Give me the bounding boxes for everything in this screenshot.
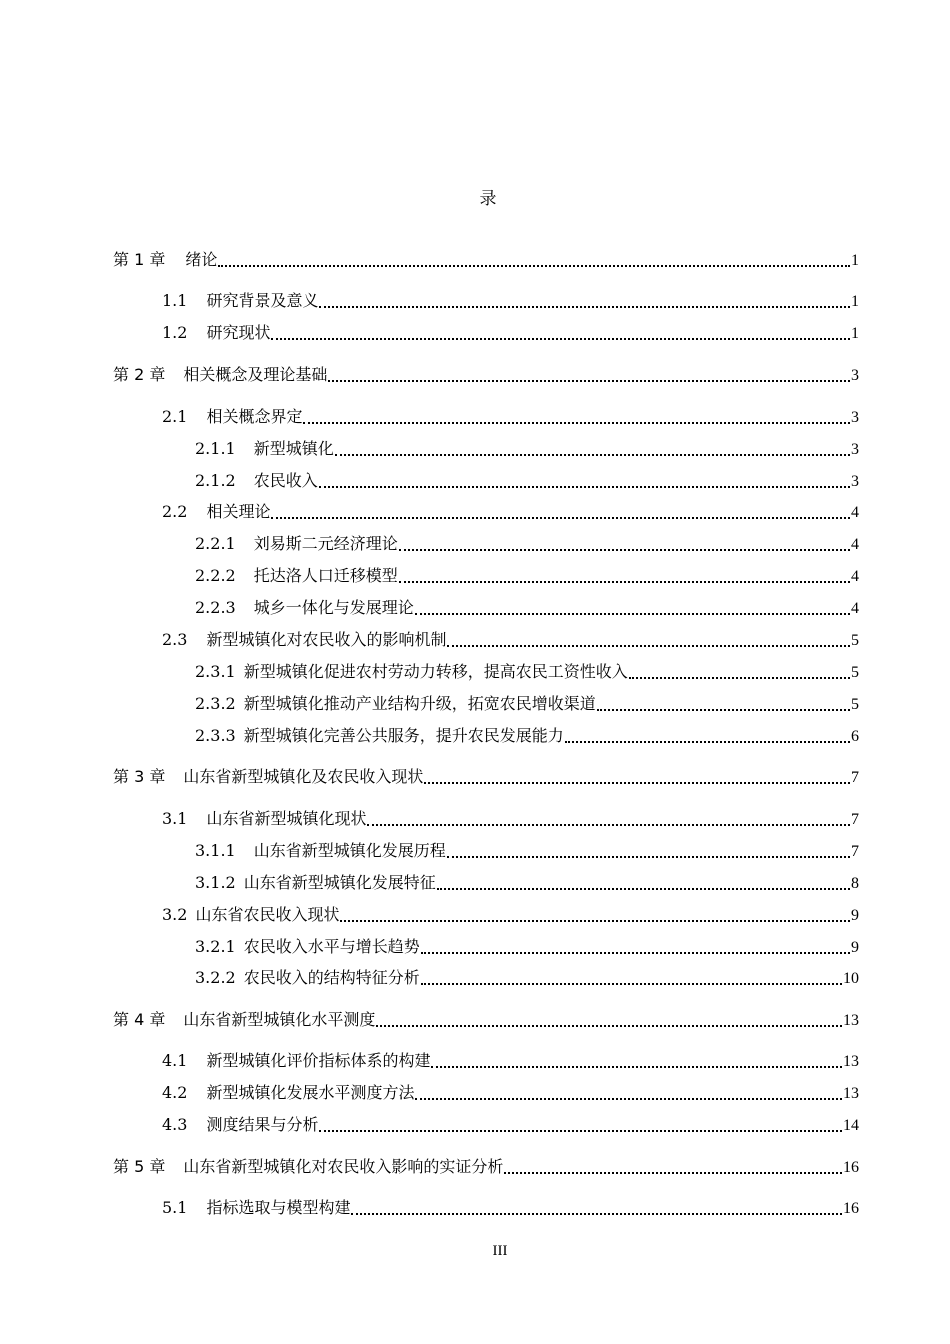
entry-title: 农民收入水平与增长趋势	[243, 937, 420, 956]
entry-page: 13	[843, 1053, 859, 1070]
toc-entry-3-2-1[interactable]	[195, 936, 859, 959]
entry-number: 2.3	[162, 630, 188, 649]
toc-entry-2-1-1[interactable]	[195, 438, 859, 461]
entry-page: 4	[851, 568, 859, 585]
entry-number: 2.3.1	[195, 662, 236, 681]
toc-title: 录	[479, 189, 497, 209]
toc-entry-1-2[interactable]	[162, 322, 859, 345]
entry-number: 1.2	[162, 323, 188, 342]
entry-page: 1	[851, 293, 859, 310]
entry-title: 新型城镇化对农民收入的影响机制	[206, 630, 447, 649]
entry-number: 第 5 章	[113, 1157, 166, 1176]
entry-page: 3	[851, 473, 859, 490]
dot-leader	[319, 306, 850, 308]
entry-number: 2.2.2	[195, 566, 236, 585]
entry-number: 3.1.1	[195, 841, 236, 860]
toc-entry-3-2[interactable]	[162, 904, 859, 927]
dot-leader	[431, 1066, 842, 1068]
entry-page: 7	[851, 811, 859, 828]
entry-title: 测度结果与分析	[206, 1115, 319, 1134]
dot-leader	[399, 549, 850, 551]
entry-title: 山东省新型城镇化对农民收入影响的实证分析	[183, 1157, 504, 1176]
entry-title: 刘易斯二元经济理论	[253, 534, 398, 553]
entry-title: 山东省农民收入现状	[195, 905, 340, 924]
dot-leader	[319, 486, 850, 488]
entry-number: 第 4 章	[113, 1010, 166, 1029]
entry-title: 山东省新型城镇化现状	[206, 809, 367, 828]
entry-page: 3	[851, 441, 859, 458]
dot-leader	[399, 581, 850, 583]
dot-leader	[447, 645, 850, 647]
entry-number: 第 3 章	[113, 767, 166, 786]
toc-entry-2-2-3[interactable]	[195, 597, 859, 620]
entry-number: 3.2	[162, 905, 188, 924]
entry-page: 14	[843, 1117, 859, 1134]
entry-page: 10	[843, 970, 859, 987]
toc-entry-2-3-3[interactable]	[195, 725, 859, 748]
toc-entry-5-1[interactable]	[162, 1197, 859, 1220]
dot-leader	[367, 824, 850, 826]
toc-entry-2-2[interactable]	[162, 501, 859, 524]
entry-number: 2.1.2	[195, 471, 236, 490]
entry-title: 新型城镇化发展水平测度方法	[206, 1083, 415, 1102]
entry-title: 山东省新型城镇化发展特征	[243, 873, 436, 892]
toc-entry-2-3-2[interactable]	[195, 693, 859, 716]
toc-entry-chapter-1[interactable]	[113, 249, 859, 272]
entry-number: 2.3.3	[195, 726, 236, 745]
entry-title: 绪论	[185, 250, 218, 269]
entry-number: 5.1	[162, 1198, 188, 1217]
entry-title: 山东省新型城镇化发展历程	[253, 841, 446, 860]
entry-title: 研究现状	[206, 323, 271, 342]
entry-page: 9	[851, 939, 859, 956]
dot-leader	[424, 782, 850, 784]
entry-number: 1.1	[162, 291, 188, 310]
toc-entry-3-2-2[interactable]	[195, 967, 859, 990]
toc-entry-2-3-1[interactable]	[195, 661, 859, 684]
entry-page: 6	[851, 728, 859, 745]
entry-number: 2.2	[162, 502, 188, 521]
entry-number: 3.2.2	[195, 968, 236, 987]
entry-title: 相关概念及理论基础	[183, 365, 328, 384]
entry-page: 8	[851, 875, 859, 892]
entry-page: 1	[851, 252, 859, 269]
toc-entry-3-1[interactable]	[162, 808, 859, 831]
dot-leader	[376, 1025, 842, 1027]
entry-number: 4.2	[162, 1083, 188, 1102]
entry-page: 1	[851, 325, 859, 342]
toc-entry-chapter-3[interactable]	[113, 766, 859, 789]
entry-title: 相关理论	[206, 502, 271, 521]
toc-entry-2-2-1[interactable]	[195, 533, 859, 556]
entry-page: 5	[851, 696, 859, 713]
entry-page: 4	[851, 536, 859, 553]
entry-title: 农民收入的结构特征分析	[243, 968, 420, 987]
entry-title: 托达洛人口迁移模型	[253, 566, 398, 585]
toc-entry-4-1[interactable]	[162, 1050, 859, 1073]
entry-number: 3.1	[162, 809, 188, 828]
entry-number: 2.1	[162, 407, 188, 426]
dot-leader	[415, 1098, 842, 1100]
entry-title: 新型城镇化促进农村劳动力转移，提高农民工资性收入	[243, 662, 628, 681]
entry-number: 第 2 章	[113, 365, 166, 384]
entry-page: 7	[851, 843, 859, 860]
entry-title: 农民收入	[253, 471, 318, 490]
toc-entry-2-2-2[interactable]	[195, 565, 859, 588]
dot-leader	[504, 1172, 842, 1174]
dot-leader	[629, 677, 850, 679]
toc-entry-3-1-1[interactable]	[195, 840, 859, 863]
entry-title: 新型城镇化完善公共服务，提升农民发展能力	[243, 726, 564, 745]
entry-title: 山东省新型城镇化水平测度	[183, 1010, 376, 1029]
entry-number: 2.1.1	[195, 439, 236, 458]
toc-entry-3-1-2[interactable]	[195, 872, 859, 895]
entry-number: 第 1 章	[113, 250, 166, 269]
toc-entry-2-3[interactable]	[162, 629, 859, 652]
dot-leader	[335, 454, 850, 456]
dot-leader	[340, 920, 850, 922]
entry-page: 9	[851, 907, 859, 924]
toc-entry-2-1[interactable]	[162, 406, 859, 429]
entry-page: 3	[851, 409, 859, 426]
entry-title: 相关概念界定	[206, 407, 303, 426]
entry-page: 5	[851, 632, 859, 649]
entry-page: 7	[851, 769, 859, 786]
entry-number: 2.2.1	[195, 534, 236, 553]
toc-entry-4-3[interactable]	[162, 1114, 859, 1137]
toc-entry-chapter-4[interactable]	[113, 1009, 859, 1032]
entry-page: 13	[843, 1085, 859, 1102]
entry-page: 4	[851, 504, 859, 521]
entry-title: 新型城镇化	[253, 439, 334, 458]
toc-entry-chapter-5[interactable]	[113, 1156, 859, 1179]
dot-leader	[597, 709, 850, 711]
entry-page: 4	[851, 600, 859, 617]
dot-leader	[328, 380, 850, 382]
entry-number: 3.2.1	[195, 937, 236, 956]
toc-entry-4-2[interactable]	[162, 1082, 859, 1105]
dot-leader	[271, 517, 850, 519]
dot-leader	[218, 265, 850, 267]
dot-leader	[447, 856, 850, 858]
dot-leader	[271, 338, 850, 340]
toc-entry-1-1[interactable]	[162, 290, 859, 313]
page-number-footer: III	[492, 1243, 508, 1259]
entry-title: 山东省新型城镇化及农民收入现状	[183, 767, 424, 786]
entry-number: 2.3.2	[195, 694, 236, 713]
entry-title: 新型城镇化推动产业结构升级，拓宽农民增收渠道	[243, 694, 596, 713]
dot-leader	[421, 952, 850, 954]
entry-title: 研究背景及意义	[206, 291, 319, 310]
entry-number: 4.1	[162, 1051, 188, 1070]
entry-title: 城乡一体化与发展理论	[253, 598, 414, 617]
entry-page: 13	[843, 1012, 859, 1029]
dot-leader	[565, 741, 850, 743]
dot-leader	[437, 888, 850, 890]
toc-entry-2-1-2[interactable]	[195, 470, 859, 493]
entry-page: 16	[843, 1159, 859, 1176]
dot-leader	[421, 983, 842, 985]
dot-leader	[415, 613, 850, 615]
entry-number: 4.3	[162, 1115, 188, 1134]
dot-leader	[351, 1213, 842, 1215]
toc-entry-chapter-2[interactable]	[113, 364, 859, 387]
entry-number: 2.2.3	[195, 598, 236, 617]
entry-page: 3	[851, 367, 859, 384]
entry-page: 16	[843, 1200, 859, 1217]
dot-leader	[303, 422, 850, 424]
entry-title: 新型城镇化评价指标体系的构建	[206, 1051, 431, 1070]
dot-leader	[319, 1130, 842, 1132]
entry-number: 3.1.2	[195, 873, 236, 892]
entry-page: 5	[851, 664, 859, 681]
entry-title: 指标选取与模型构建	[206, 1198, 351, 1217]
